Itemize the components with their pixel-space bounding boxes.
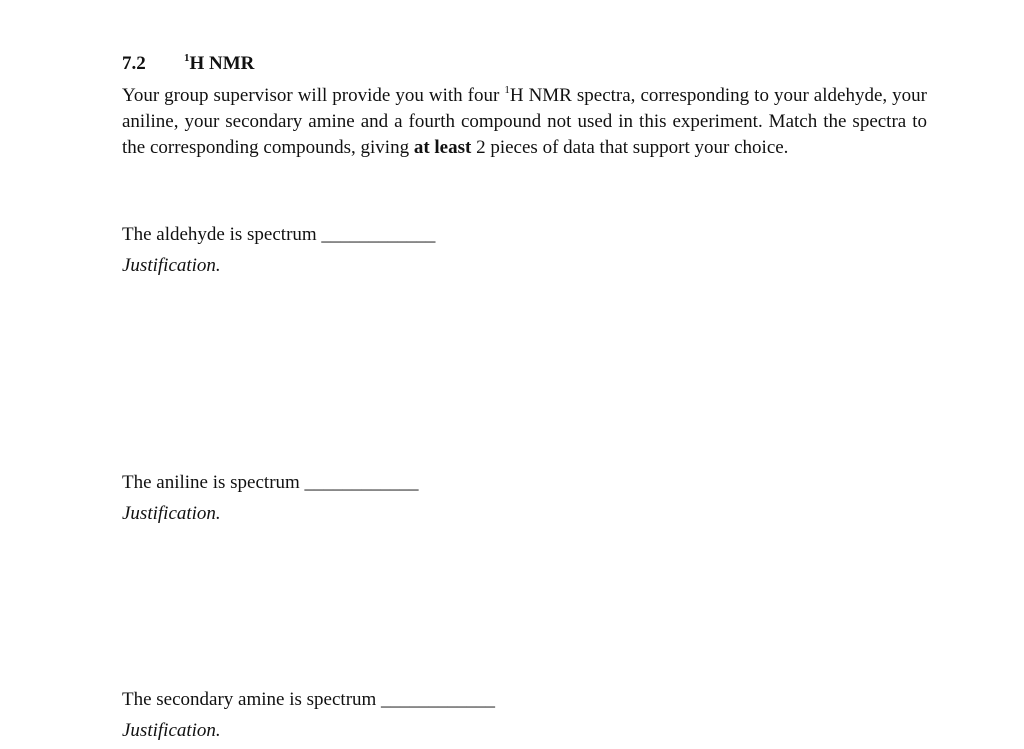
aniline-question: The aniline is spectrum ____________ xyxy=(122,472,419,493)
section-number: 7.2 xyxy=(122,53,146,74)
aniline-justification-label: Justification. xyxy=(122,503,221,524)
aldehyde-question: The aldehyde is spectrum ____________ xyxy=(122,224,436,245)
secondary-amine-question: The secondary amine is spectrum ____________ xyxy=(122,689,496,710)
aldehyde-justification-label: Justification. xyxy=(122,255,221,276)
intro-emphasis: at least xyxy=(413,136,472,158)
instructions-paragraph xyxy=(122,83,927,160)
intro-text-3: 2 pieces of data that support your choice. xyxy=(471,136,789,158)
section-heading xyxy=(122,52,254,76)
section-title: H NMR xyxy=(189,53,255,74)
intro-superscript: 1 xyxy=(504,83,510,96)
secondary-amine-justification-label: Justification. xyxy=(122,720,221,741)
heading-superscript: 1 xyxy=(184,51,190,64)
intro-text-1: Your group supervisor will provide you with four xyxy=(122,85,505,106)
intro-text-2: H NMR spectra, corresponding to your aldehyde, your aniline, your secondary amine and a fourth compound not used in this experiment. Match the spectra to the corresponding compounds, giving xyxy=(122,85,927,158)
